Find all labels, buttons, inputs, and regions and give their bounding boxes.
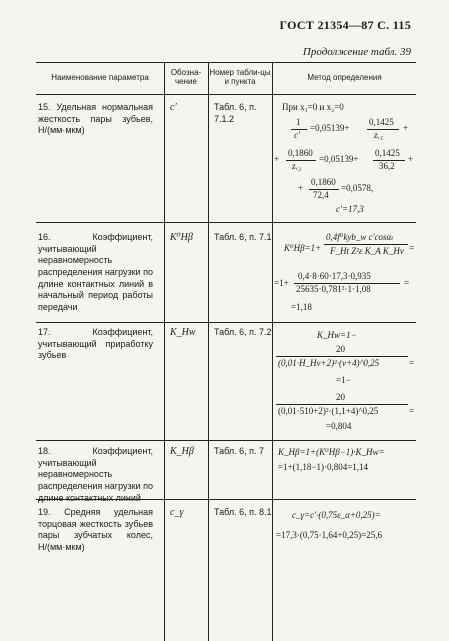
row-17-symbol: K_Hw (170, 327, 196, 338)
row-16-name: 16. Коэффициент, учитывающий неравномерность распределения нагрузки по длине контактных линий в начальный период работы передачи (38, 232, 153, 313)
fraction-bar (276, 356, 408, 357)
row-15-symbol: c′ (170, 102, 177, 113)
fraction-numerator: 0,1860 (311, 177, 336, 187)
fraction-numerator: 0,4·8·60·17,3·0,935 (298, 271, 371, 281)
fraction-numerator: 0,1425 (369, 117, 394, 127)
row-15-name: 15. Удельная нормальная жесткость пары зубьев, Н/(мм·мкм) (38, 102, 153, 136)
fraction-denominator: zᵥ₂ (292, 161, 302, 171)
column-divider (272, 62, 273, 641)
formula-term: + (408, 154, 414, 164)
formula-result: =17,3·(0,75·1,64+0,25)=25,6 (276, 530, 382, 540)
row-19-ref: Табл. 6, п. 8.1 (214, 507, 272, 517)
column-divider (164, 62, 165, 641)
formula-term: =0,0578, (341, 183, 374, 193)
formula-result: =1+(1,18−1)·0,804=1,14 (278, 462, 369, 472)
column-header-symbol: Обозна-чение (170, 68, 202, 87)
column-divider (208, 62, 209, 641)
formula-term: K⁰Hβ=1+ (284, 243, 322, 253)
table-top-border (36, 62, 416, 63)
row-18-symbol: K_Hβ (170, 446, 194, 457)
row-16-ref: Табл. 6, п. 7.1 (214, 232, 272, 242)
fraction-denominator: 36,2 (379, 161, 395, 171)
formula-term: + (298, 183, 304, 193)
fraction-denominator: 72,4 (313, 190, 329, 200)
fraction-numerator: 20 (336, 392, 345, 402)
row-18-name: 18. Коэффициент, учитывающий неравномерность распределения нагрузки по длине контактных линий (38, 446, 153, 503)
row-16-symbol: K⁰Hβ (170, 232, 193, 243)
row-17-name: 17. Коэффициент, учитывающий приработку зубьев (38, 327, 153, 361)
row-divider (36, 222, 416, 223)
parameter-table (36, 62, 416, 641)
column-header-ref: Номер табли-цы и пункта (209, 68, 271, 87)
formula-result: =1,18 (291, 302, 312, 312)
formula-term: = (409, 358, 415, 368)
fraction-denominator: zᵥ₁ (374, 130, 384, 140)
row-18-ref: Табл. 6, п. 7 (214, 446, 264, 456)
row-19-symbol: c_γ (170, 507, 184, 518)
fraction-denominator: 25635·0,781²·1·1,08 (296, 284, 371, 294)
fraction-bar (324, 244, 408, 245)
formula-term: = (404, 278, 410, 288)
table-continuation-label: Продолжение табл. 39 (302, 46, 411, 58)
formula-term: K_Hw=1− (317, 330, 357, 340)
row-divider (36, 440, 416, 441)
fraction-numerator: 0,1860 (288, 148, 313, 158)
fraction-denominator: (0,01·H_Hv+2)²·(v+4)^0,25 (278, 358, 380, 368)
row-divider (36, 322, 416, 323)
header-bottom-border (36, 94, 416, 95)
formula-line: При x₁=0 и x₂=0 (282, 102, 344, 112)
row-15-ref: Табл. 6, п. 7.1.2 (214, 102, 257, 124)
formula-term: = (409, 406, 415, 416)
formula-term: =1− (336, 375, 351, 385)
column-header-name: Наименование параметра (51, 73, 149, 82)
formula-term: =1+ (274, 278, 289, 288)
row-17-ref: Табл. 6, п. 7.2 (214, 327, 272, 337)
fraction-bar (276, 404, 408, 405)
formula-result: =0,804 (326, 421, 352, 431)
fraction-numerator: 0,1425 (375, 148, 400, 158)
formula-term: + (274, 154, 280, 164)
row-19-name: 19. Средняя удельная торцовая жесткость зубьев пары зубчатых колес, Н/(мм·мкм) (38, 507, 153, 553)
formula-line: K_Hβ=1+(K⁰Hβ−1)·K_Hw= (278, 447, 385, 457)
fraction-numerator: 0,4f⁰kyb_w c′cosαₜ (326, 232, 394, 242)
fraction-denominator: (0,01·510+2)²·(1,1+4)^0,25 (278, 406, 379, 416)
fraction-numerator: 20 (336, 344, 345, 354)
fraction-numerator: 1 (296, 117, 301, 127)
formula-term: =0,05139+ (319, 154, 359, 164)
column-header-method: Метод определения (307, 73, 382, 82)
formula-term: = (409, 243, 415, 253)
formula-line: c_γ=c′·(0,75ε_α+0,25)= (292, 510, 381, 520)
fraction-denominator: c′ (294, 130, 300, 140)
fraction-denominator: F_Ht Z²ε K_A K_Hv (330, 246, 404, 256)
formula-term: + (403, 123, 409, 133)
page-header: ГОСТ 21354—87 С. 115 (279, 18, 411, 32)
formula-result: c′=17,3 (336, 204, 364, 214)
formula-term: =0,05139+ (310, 123, 350, 133)
